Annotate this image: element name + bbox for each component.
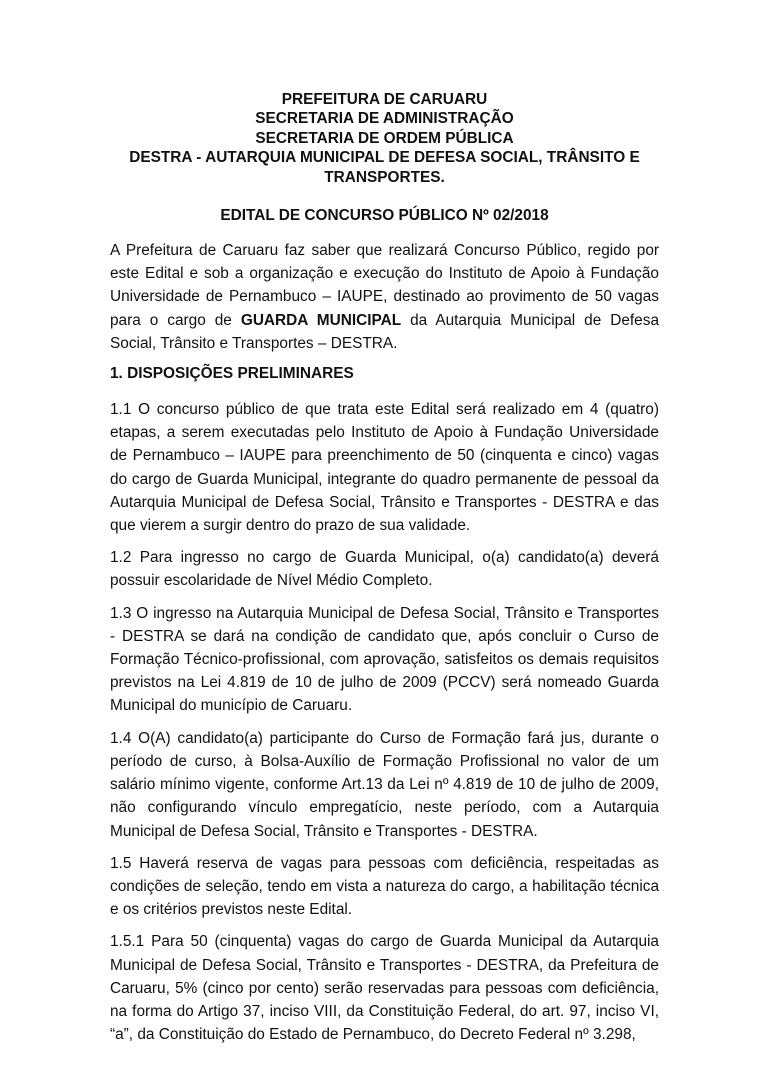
intro-text-before: A Prefeitura de Caruaru faz saber que realizará Concurso Público, regido por este Edital e sob a organização e execução do Instituto de Apoio à Fundação Universidade de Pernambuco – IAUPE, destinado ao provimento de 50 vagas para o cargo de bbox=[110, 242, 659, 329]
header-line-secretaria-administracao: SECRETARIA DE ADMINISTRAÇÃO bbox=[255, 110, 514, 128]
paragraph-1-1: 1.1 O concurso público de que trata este Edital será realizado em 4 (quatro) etapas, a serem executadas pelo Instituto de Apoio à Fundação Universidade de Pernambuco – IAUPE para preenchimento de 50 (cinquenta e cinco) vagas do cargo de Guarda Municipal, integrante do quadro permanente de pessoal da Autarquia Municipal de Defesa Social, Trânsito e Transportes - DESTRA e das que vierem a surgir dentro do prazo de sua validade. bbox=[110, 401, 659, 535]
edital-title: EDITAL DE CONCURSO PÚBLICO Nº 02/2018 bbox=[220, 207, 549, 225]
header-line-transportes: TRANSPORTES. bbox=[324, 168, 445, 186]
section-title-disposicoes: 1. DISPOSIÇÕES PRELIMINARES bbox=[110, 365, 354, 383]
document-header bbox=[110, 90, 659, 187]
paragraph-1-2: 1.2 Para ingresso no cargo de Guarda Municipal, o(a) candidato(a) deverá possuir escolaridade de Nível Médio Completo. bbox=[110, 549, 659, 590]
paragraph-1-3: 1.3 O ingresso na Autarquia Municipal de Defesa Social, Trânsito e Transportes - DESTRA se dará na condição de candidato que, após concluir o Curso de Formação Técnico-profissional, com aprovação, satisfeitos os demais requisitos previstos na Lei 4.819 de 10 de julho de 2009 (PCCV) será nomeado Guarda Municipal do município de Caruaru. bbox=[110, 604, 659, 715]
intro-text-after: da Autarquia Municipal de Defesa Social, Trânsito e Transportes – DESTRA. bbox=[110, 311, 659, 352]
intro-paragraph bbox=[110, 239, 659, 355]
header-line-secretaria-ordem-publica: SECRETARIA DE ORDEM PÚBLICA bbox=[255, 129, 514, 147]
header-line-destra: DESTRA - AUTARQUIA MUNICIPAL DE DEFESA SOCIAL, TRÂNSITO E bbox=[129, 149, 640, 167]
paragraph-1-5: 1.5 Haverá reserva de vagas para pessoas com deficiência, respeitadas as condições de seleção, tendo em vista a natureza do cargo, a habilitação técnica e os critérios previstos neste Edital. bbox=[110, 854, 659, 919]
intro-bold-cargo: GUARDA MUNICIPAL bbox=[240, 311, 402, 329]
header-line-prefeitura: PREFEITURA DE CARUARU bbox=[281, 91, 488, 108]
paragraph-1-5-1: 1.5.1 Para 50 (cinquenta) vagas do cargo de Guarda Municipal da Autarquia Municipal de Defesa Social, Trânsito e Transportes - DESTRA, da Prefeitura de Caruaru, 5% (cinco por cento) serão reservadas para pessoas com deficiência, na forma do Artigo 37, inciso VIII, da Constituição Federal, do art. 97, inciso VI, “a”, da Constituição do Estado de Pernambuco, do Decreto Federal nº 3.298, bbox=[110, 933, 659, 1044]
paragraph-1-4: 1.4 O(A) candidato(a) participante do Curso de Formação fará jus, durante o período de curso, à Bolsa-Auxílio de Formação Profissional no valor de um salário mínimo vigente, conforme Art.13 da Lei nº 4.819 de 10 de julho de 2009, não configurando vínculo empregatício, neste período, com a Autarquia Municipal de Defesa Social, Trânsito e Transportes - DESTRA. bbox=[110, 729, 659, 840]
